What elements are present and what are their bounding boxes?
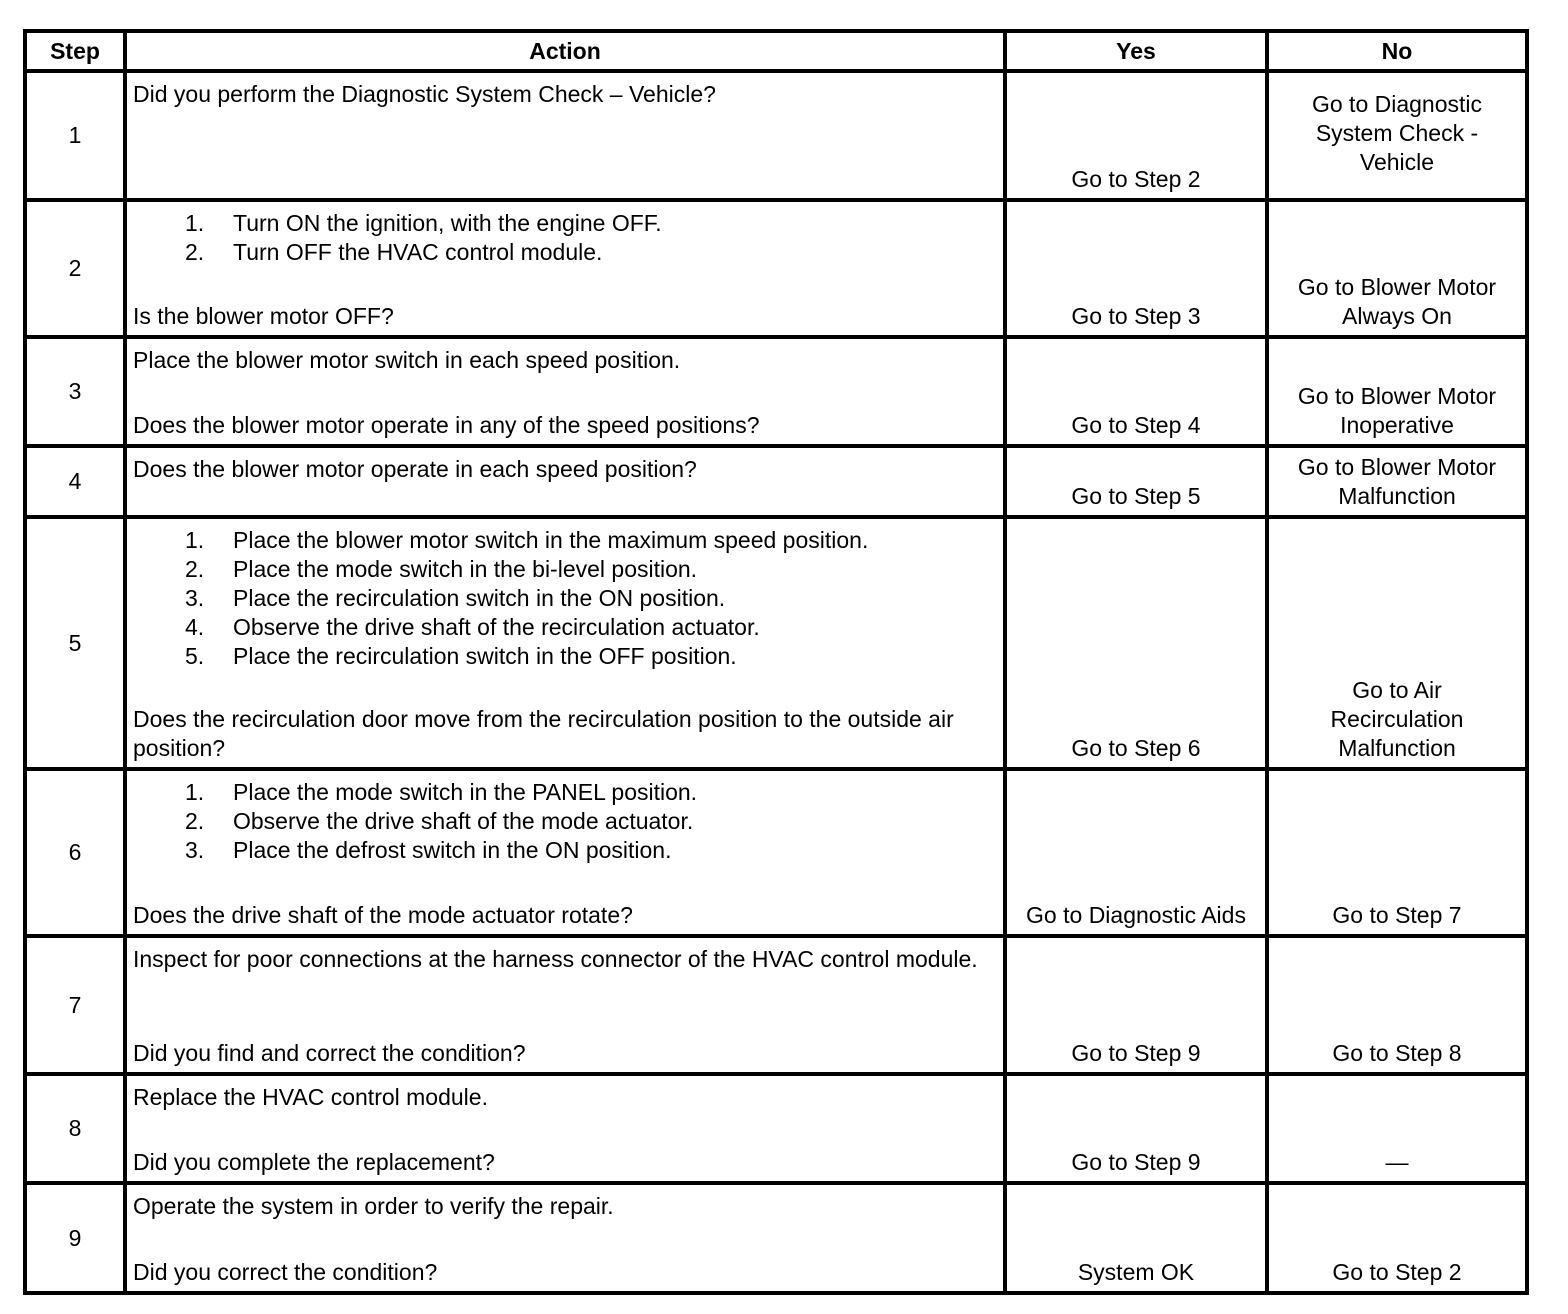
table-row xyxy=(25,200,1527,337)
no-result-text: Go to Air Recirculation Malfunction xyxy=(1330,677,1464,761)
yes-result: System OK xyxy=(1005,1183,1267,1293)
table-row xyxy=(25,71,1527,200)
no-result-text: Go to Blower Motor Malfunction xyxy=(1297,454,1497,509)
step-number: 8 xyxy=(25,1074,125,1183)
list-item-number: 3. xyxy=(185,837,205,863)
no-result-text: Go to Blower Motor Always On xyxy=(1297,274,1497,329)
action-intro: Does the blower motor operate in each speed position? xyxy=(133,456,697,482)
yes-result: Go to Step 3 xyxy=(1005,200,1267,337)
action-question: Did you find and correct the condition? xyxy=(133,1040,526,1066)
no-result xyxy=(1267,769,1527,936)
action-cell xyxy=(125,200,1005,337)
no-result-text: Go to Step 8 xyxy=(1332,1040,1462,1066)
header-no: No xyxy=(1267,31,1527,71)
yes-result: Go to Diagnostic Aids xyxy=(1005,769,1267,936)
list-item xyxy=(133,807,997,836)
list-item xyxy=(133,613,997,642)
action-intro: Operate the system in order to verify the repair. xyxy=(133,1193,614,1219)
no-result xyxy=(1267,1183,1527,1293)
yes-result: Go to Step 6 xyxy=(1005,517,1267,769)
list-item xyxy=(133,526,997,555)
list-item xyxy=(133,778,997,807)
list-item-number: 2. xyxy=(185,239,205,265)
step-number: 6 xyxy=(25,769,125,936)
no-result xyxy=(1267,200,1527,337)
list-item-number: 2. xyxy=(185,808,205,834)
list-item xyxy=(133,555,997,584)
action-question: Did you complete the replacement? xyxy=(133,1149,495,1175)
no-result xyxy=(1267,446,1527,517)
step-number: 7 xyxy=(25,936,125,1074)
yes-result: Go to Step 9 xyxy=(1005,936,1267,1074)
no-result xyxy=(1267,337,1527,446)
action-cell xyxy=(125,517,1005,769)
list-item-number: 1. xyxy=(185,527,205,553)
step-number: 2 xyxy=(25,200,125,337)
action-list xyxy=(133,778,997,865)
list-item-number: 1. xyxy=(185,210,205,236)
list-item-text: Place the recirculation switch in the OFF position. xyxy=(233,643,737,669)
action-question: Does the drive shaft of the mode actuator rotate? xyxy=(133,902,633,928)
no-result-text: Go to Step 2 xyxy=(1332,1259,1462,1285)
list-item xyxy=(133,584,997,613)
step-number: 5 xyxy=(25,517,125,769)
action-intro: Replace the HVAC control module. xyxy=(133,1084,488,1110)
list-item-text: Place the blower motor switch in the maximum speed position. xyxy=(233,527,869,553)
no-result-text: Go to Blower Motor Inoperative xyxy=(1297,383,1497,438)
action-cell xyxy=(125,446,1005,517)
table-row xyxy=(25,517,1527,769)
list-item-text: Place the mode switch in the PANEL position. xyxy=(233,779,698,805)
action-cell xyxy=(125,1183,1005,1293)
action-cell xyxy=(125,1074,1005,1183)
action-cell xyxy=(125,936,1005,1074)
no-result-text: Go to Step 7 xyxy=(1332,902,1462,928)
no-result xyxy=(1267,1074,1527,1183)
action-cell xyxy=(125,769,1005,936)
list-item-text: Place the defrost switch in the ON position. xyxy=(233,837,672,863)
action-intro: Place the blower motor switch in each speed position. xyxy=(133,347,681,373)
action-cell xyxy=(125,337,1005,446)
list-item-number: 1. xyxy=(185,779,205,805)
action-intro: Inspect for poor connections at the harness connector of the HVAC control module. xyxy=(133,946,978,972)
list-item xyxy=(133,836,997,865)
list-item-number: 4. xyxy=(185,614,205,640)
list-item xyxy=(133,642,997,671)
table-row xyxy=(25,1183,1527,1293)
action-question: Does the recirculation door move from the recirculation position to the outside air position? xyxy=(133,706,954,761)
list-item-text: Observe the drive shaft of the recirculation actuator. xyxy=(233,614,760,640)
yes-result: Go to Step 9 xyxy=(1005,1074,1267,1183)
no-result-text: — xyxy=(1385,1149,1409,1175)
action-question: Is the blower motor OFF? xyxy=(133,303,394,329)
table-row xyxy=(25,1074,1527,1183)
list-item-text: Observe the drive shaft of the mode actuator. xyxy=(233,808,694,834)
header-step: Step xyxy=(25,31,125,71)
yes-result: Go to Step 2 xyxy=(1005,71,1267,200)
action-question: Did you correct the condition? xyxy=(133,1259,438,1285)
yes-result: Go to Step 4 xyxy=(1005,337,1267,446)
table-row xyxy=(25,936,1527,1074)
list-item xyxy=(133,238,997,267)
list-item xyxy=(133,209,997,238)
no-result xyxy=(1267,517,1527,769)
list-item-number: 5. xyxy=(185,643,205,669)
no-result xyxy=(1267,71,1527,200)
list-item-number: 3. xyxy=(185,585,205,611)
step-number: 1 xyxy=(25,71,125,200)
diagnostic-table xyxy=(23,29,1529,1295)
list-item-text: Turn ON the ignition, with the engine OFF. xyxy=(233,210,662,236)
list-item-text: Place the recirculation switch in the ON position. xyxy=(233,585,726,611)
action-list xyxy=(133,209,997,267)
step-number: 3 xyxy=(25,337,125,446)
action-question: Does the blower motor operate in any of the speed positions? xyxy=(133,412,760,438)
table-row xyxy=(25,769,1527,936)
list-item-text: Turn OFF the HVAC control module. xyxy=(233,239,603,265)
list-item-text: Place the mode switch in the bi-level position. xyxy=(233,556,698,582)
no-result-text: Go to Diagnostic System Check - Vehicle xyxy=(1311,91,1483,175)
yes-result: Go to Step 5 xyxy=(1005,446,1267,517)
step-number: 4 xyxy=(25,446,125,517)
action-intro: Did you perform the Diagnostic System Check – Vehicle? xyxy=(133,81,716,107)
action-list xyxy=(133,526,997,671)
no-result xyxy=(1267,936,1527,1074)
table-row xyxy=(25,337,1527,446)
table-header-row xyxy=(25,31,1527,71)
list-item-number: 2. xyxy=(185,556,205,582)
table-row xyxy=(25,446,1527,517)
action-cell xyxy=(125,71,1005,200)
step-number: 9 xyxy=(25,1183,125,1293)
header-action: Action xyxy=(125,31,1005,71)
header-yes: Yes xyxy=(1005,31,1267,71)
